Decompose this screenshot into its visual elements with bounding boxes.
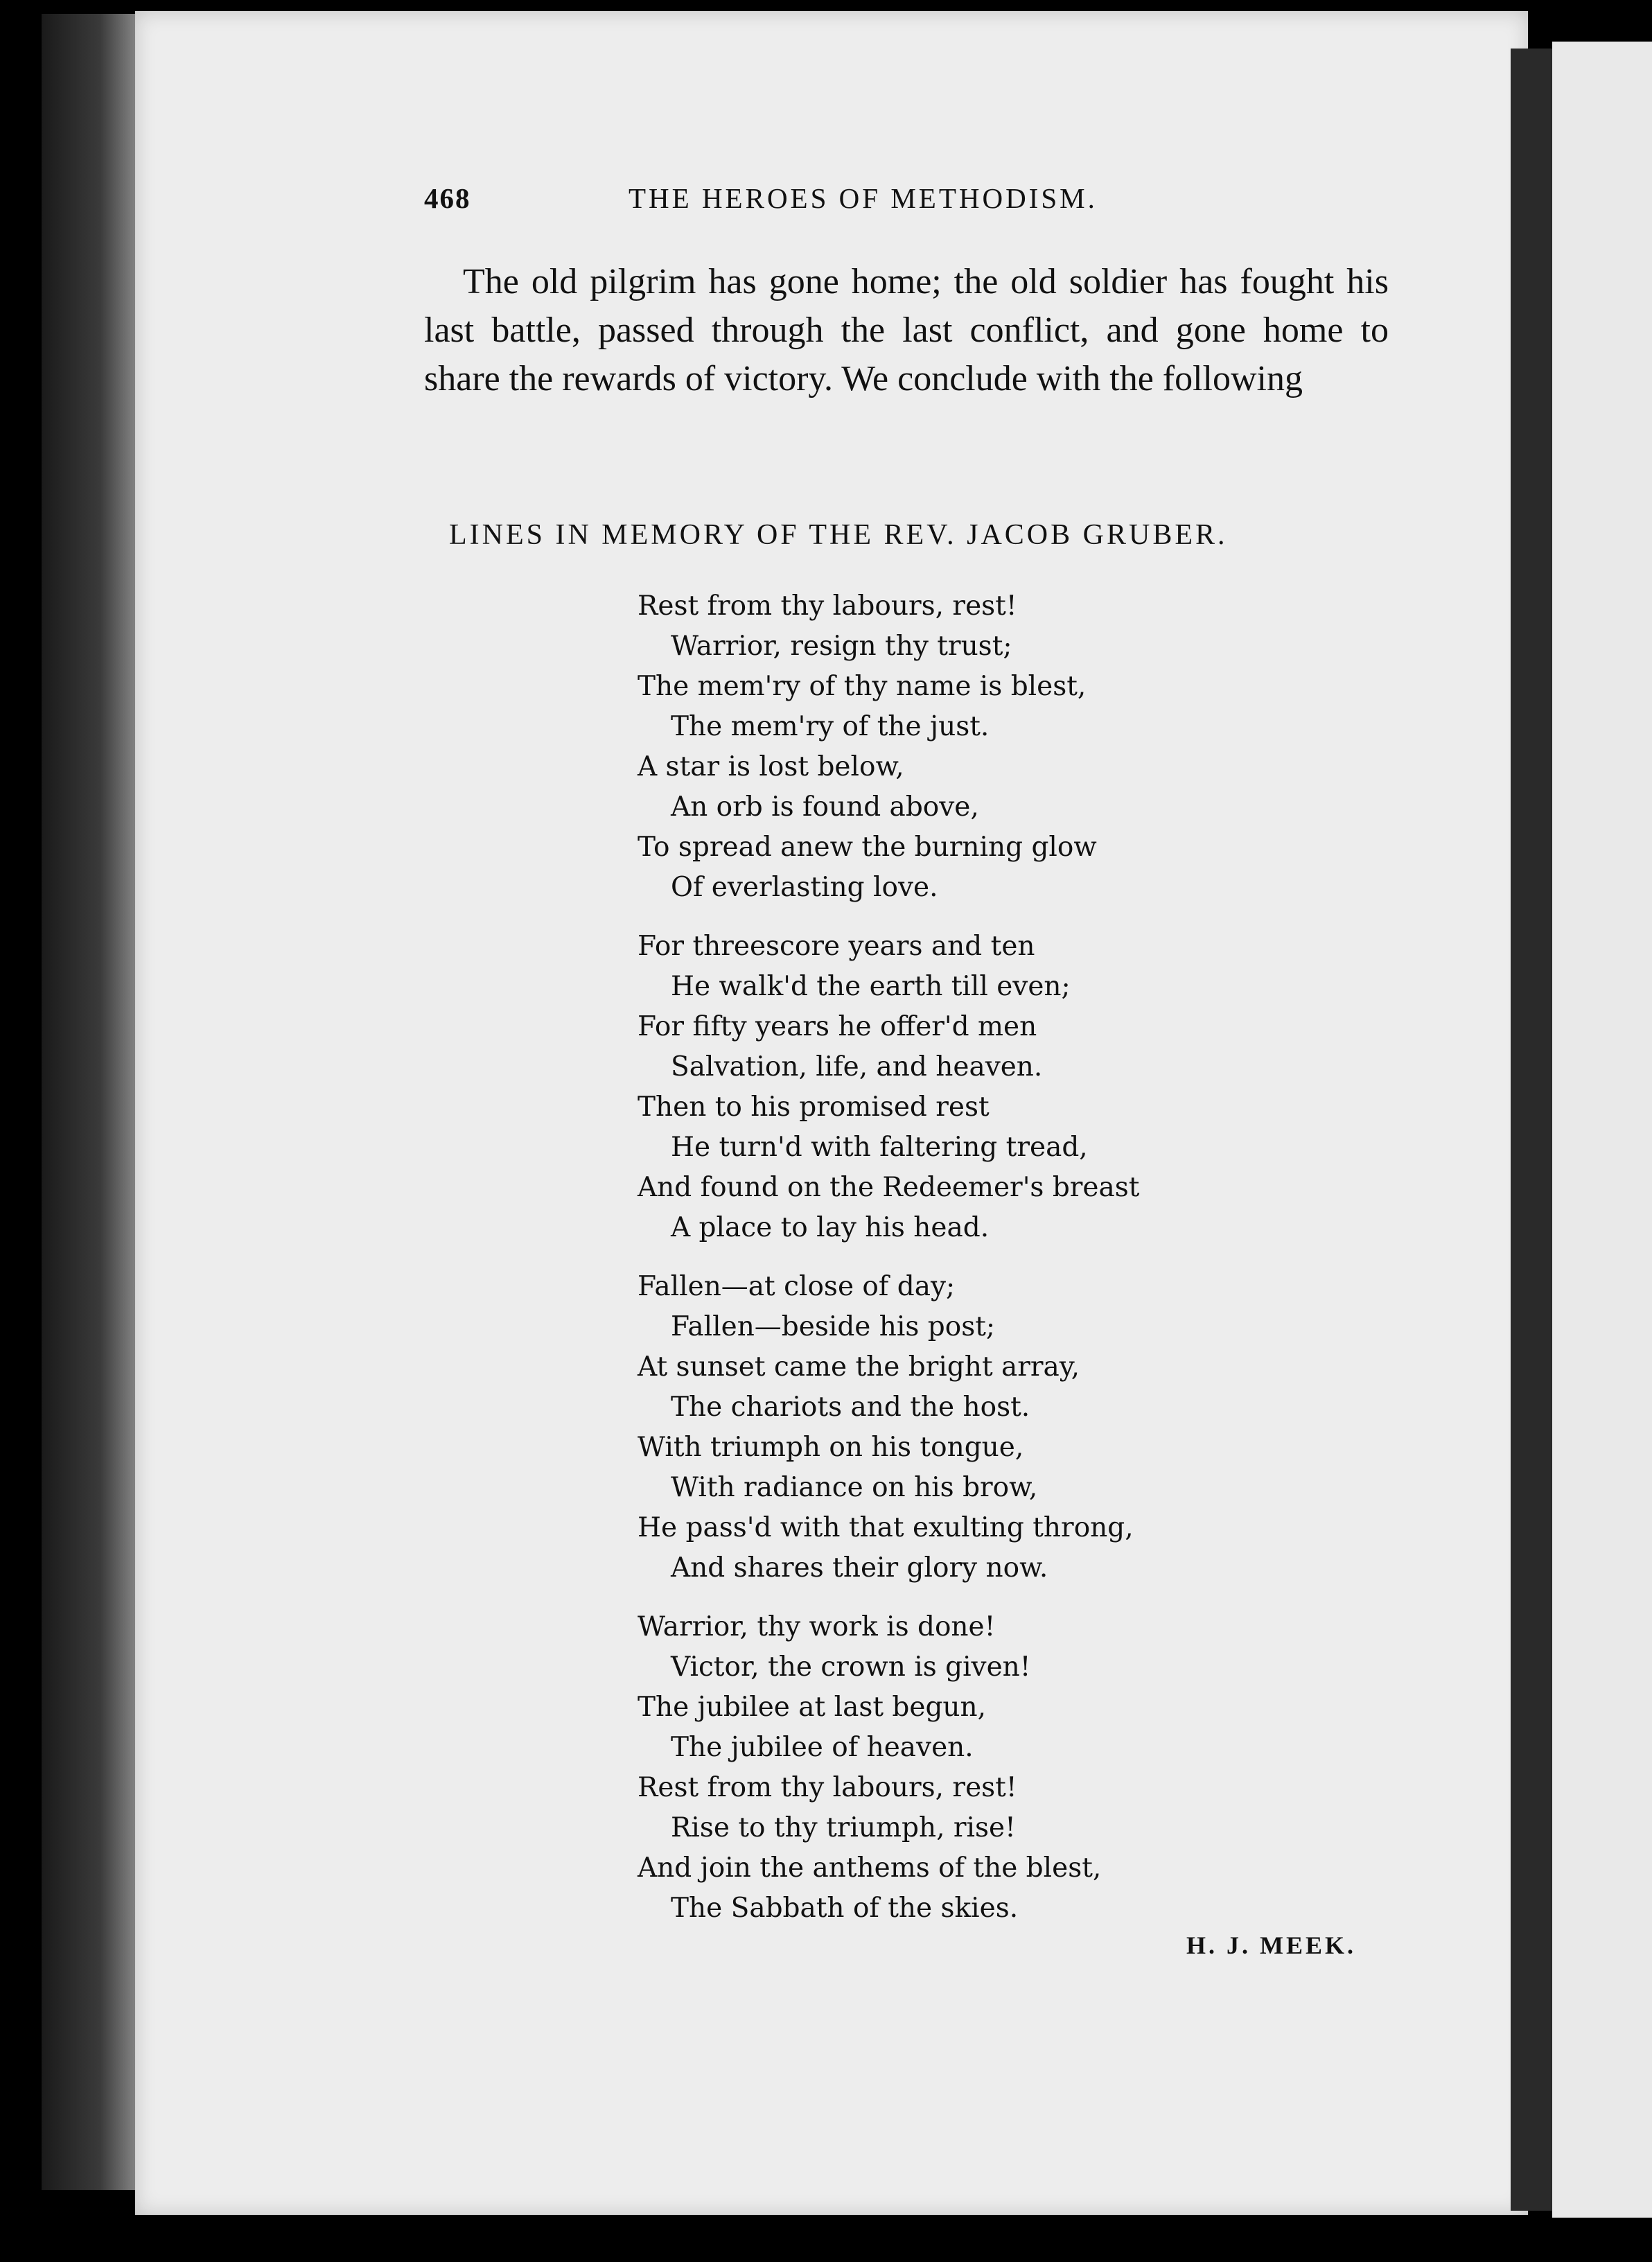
poem-line: The mem'ry of the just. bbox=[671, 711, 990, 742]
poem-attribution: H. J. MEEK. bbox=[1186, 1931, 1357, 1959]
poem-line: Rest from thy labours, rest! bbox=[638, 1772, 1017, 1803]
intro-paragraph: The old pilgrim has gone home; the old soldier has fought his last battle, passed through the last conflict, and gone home to share the rewards of victory. We conclude with the following bbox=[424, 262, 1389, 398]
poem-line: For threescore years and ten bbox=[638, 931, 1035, 962]
poem-line: The Sabbath of the skies. bbox=[671, 1893, 1019, 1924]
poem-line: Victor, the crown is given! bbox=[671, 1651, 1031, 1683]
poem-line: And join the anthems of the blest, bbox=[638, 1852, 1102, 1884]
poem-line: The jubilee at last begun, bbox=[638, 1692, 987, 1723]
poem-line: The mem'ry of thy name is blest, bbox=[638, 671, 1087, 702]
poem-line: For fifty years he offer'd men bbox=[638, 1011, 1037, 1042]
running-head bbox=[424, 182, 1387, 223]
poem-line: Warrior, thy work is done! bbox=[638, 1611, 996, 1642]
poem-line: Salvation, life, and heaven. bbox=[671, 1051, 1043, 1082]
poem-stanza bbox=[638, 1607, 1261, 1929]
poem-line: He turn'd with faltering tread, bbox=[671, 1132, 1088, 1163]
poem-stanza bbox=[638, 586, 1261, 908]
poem-line: A place to lay his head. bbox=[671, 1212, 990, 1243]
poem-line: Rise to thy triumph, rise! bbox=[671, 1812, 1016, 1843]
poem-line: He walk'd the earth till even; bbox=[671, 971, 1071, 1002]
page-number: 468 bbox=[424, 182, 471, 214]
poem-line: To spread anew the burning glow bbox=[638, 832, 1097, 863]
poem-line: The jubilee of heaven. bbox=[671, 1732, 974, 1763]
poem-line: And shares their glory now. bbox=[671, 1552, 1048, 1584]
poem-line: Fallen—beside his post; bbox=[671, 1311, 996, 1342]
poem-body bbox=[638, 586, 1261, 1947]
poem-title: LINES IN MEMORY OF THE REV. JACOB GRUBER. bbox=[449, 519, 1228, 551]
poem-stanza bbox=[638, 927, 1261, 1248]
poem-line: At sunset came the bright array, bbox=[638, 1351, 1080, 1383]
poem-line: Fallen—at close of day; bbox=[638, 1271, 956, 1302]
running-title: THE HEROES OF METHODISM. bbox=[629, 182, 1098, 214]
poem-line: Rest from thy labours, rest! bbox=[638, 590, 1017, 622]
poem-line: Warrior, resign thy trust; bbox=[671, 631, 1012, 662]
poem-line: A star is lost below, bbox=[638, 751, 904, 782]
facing-page-edge bbox=[1552, 42, 1652, 2218]
poem-line: An orb is found above, bbox=[671, 791, 979, 823]
poem-line: And found on the Redeemer's breast bbox=[638, 1172, 1140, 1203]
book-left-edge bbox=[42, 14, 139, 2190]
poem-line: Of everlasting love. bbox=[671, 872, 938, 903]
poem-line: With radiance on his brow, bbox=[671, 1472, 1038, 1503]
poem-stanza bbox=[638, 1267, 1261, 1588]
poem-line: The chariots and the host. bbox=[671, 1392, 1030, 1423]
poem-line: He pass'd with that exulting throng, bbox=[638, 1512, 1134, 1543]
book-gutter-shadow bbox=[1511, 49, 1552, 2211]
poem-line: Then to his promised rest bbox=[638, 1091, 990, 1123]
poem-line: With triumph on his tongue, bbox=[638, 1432, 1024, 1463]
